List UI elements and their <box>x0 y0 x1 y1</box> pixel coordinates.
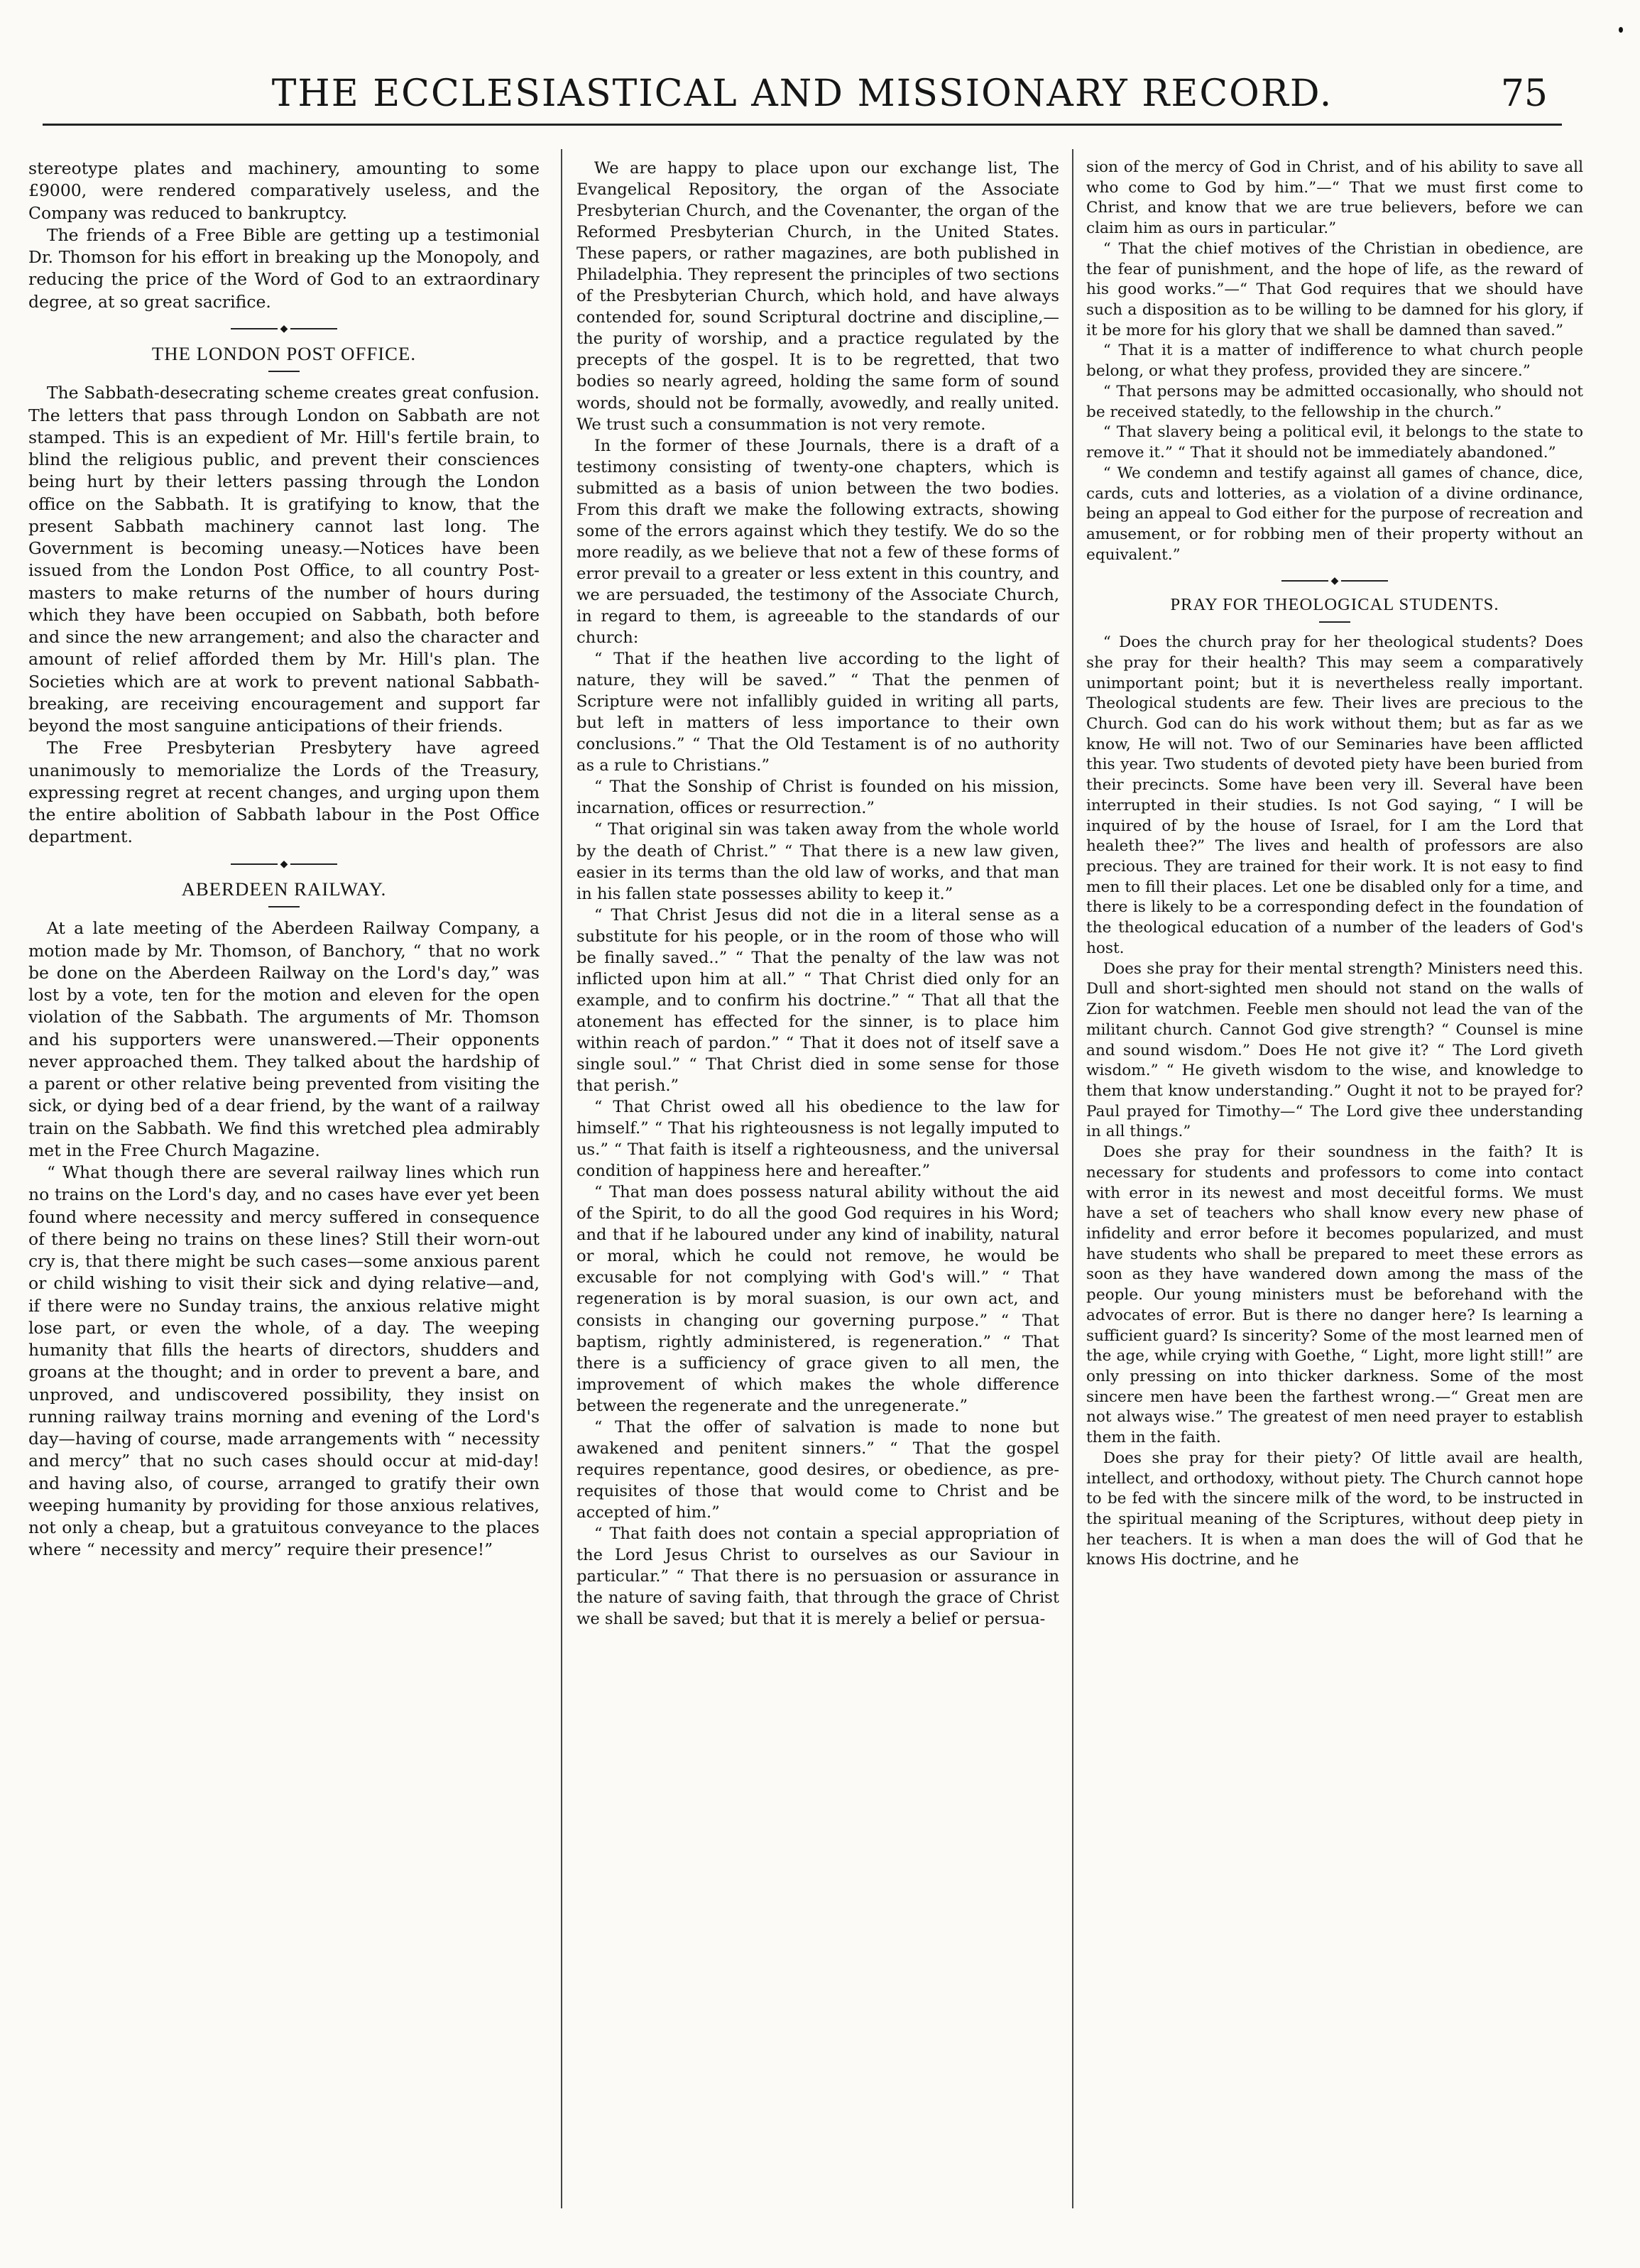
paragraph: “ That the offer of salvation is made to none but awakened and penitent sinners.” “ That the gospel requires repentance, good desires, or obedience, as pre-requisites of those that would come to Christ and be accepted of him.” <box>576 1417 1059 1522</box>
section-ornament: ◆ <box>1281 575 1388 587</box>
paragraph: “ That the chief motives of the Christian in obedience, are the fear of punishment, and the hope of life, as the reward of his good works.”—“ That God requires that we should have such a disposition as to be willing to be damned for his glory, if it be more for his glory that we shall be damned than saved.” <box>1086 239 1583 339</box>
paragraph: “ That man does possess natural ability without the aid of the Spirit, to do all the good God requires in his Word; and that if he laboured under any kind of inability, natural or moral, which he could not remove, he would be excusable for not complying with God's will.” “ That regeneration is by moral suasion, is our own act, and consists in changing our governing purpose.” “ That baptism, rightly administered, is regeneration.” “ That there is a sufficiency of grace given to all men, the improvement of which makes the whole difference between the regenerate and the unregenerate.” <box>576 1183 1059 1415</box>
section-ornament: ◆ <box>231 858 337 870</box>
heading-pray-for-theological-students: PRAY FOR THEOLOGICAL STUDENTS. <box>1170 595 1499 615</box>
column-divider-1 <box>561 149 562 2208</box>
heading-aberdeen-railway: ABERDEEN RAILWAY. <box>181 878 387 900</box>
column-3 <box>1086 158 1583 2217</box>
page-number: 75 <box>1500 72 1548 115</box>
column-1 <box>28 158 540 2217</box>
heading-rule <box>1319 621 1350 623</box>
paragraph: The friends of a Free Bible are getting up a testimonial Dr. Thomson for his effort in breaking up the Monopoly, and reducing the price of the Word of God to an extraordinary degree, at so great sacrifice. <box>28 224 540 312</box>
paragraph: “ What though there are several railway lines which run no trains on the Lord's day, and no cases have ever yet been found where necessity and mercy suffered in consequence of there being no trains on these lines? Still their worn-out cry is, that there might be such cases—some anxious parent or child wishing to visit their sick and dying relative—and, if there were no Sunday trains, the anxious relative might lose part, or even the whole, of a day. The weeping humanity that fills the hearts of directors, shudders and groans at the thought; and in order to prevent a bare, and unproved, and undiscovered possibility, they insist on running railway trains morning and evening of the Lord's day—having of course, made arrangements with “ necessity and mercy” that no such cases should occur at mid-day! and having also, of course, arranged to gratify their own weeping humanity by providing for those anxious relatives, not only a cheap, but a gratuitous conveyance to the places where “ necessity and mercy” require their presence!” <box>28 1162 540 1560</box>
paragraph: At a late meeting of the Aberdeen Railway Company, a motion made by Mr. Thomson, of Banchory, “ that no work be done on the Aberdeen Railway on the Lord's day,” was lost by a vote, ten for the motion and eleven for the open violation of the Sabbath. The arguments of Mr. Thomson and his supporters were unanswered.—Their opponents never approached them. They talked about the hardship of a parent or other relative being prevented from visiting the sick, or dying bed of a dear friend, by the want of a railway train on the Sabbath. We find this wretched plea admirably met in the Free Church Magazine. <box>28 918 540 1160</box>
paragraph: In the former of these Journals, there is a draft of a testimony consisting of twenty-one chapters, which is submitted as a basis of union between the two bodies. From this draft we make the following extracts, showing some of the errors against which they testify. We do so the more readily, as we believe that not a few of these forms of error prevail to a greater or less extent in this country, and we are persuaded, the testimony of the Associate Church, in regard to them, is agreeable to the standards of our church: <box>576 436 1059 648</box>
page-header <box>35 71 1569 128</box>
paragraph: “ Does the church pray for her theological students? Does she pray for their health? This may seem a comparatively unimportant point; but it is nevertheless really important. Theological students are few. Their lives are precious to the Church. God can do his work without them; but as far as we know, He will not. Two of our Seminaries have been afflicted this year. Two students of devoted piety have been buried from their precincts. Some have been very ill. Several have been interrupted in their studies. Is not God saying, “ I will be inquired of by the house of Israel, for I am the Lord that healeth thee?” The lives and health of professors are also precious. They are trained for their work. It is not easy to find men to fill their places. Let one be disabled only for a time, and there is likely to be a corresponding defect in the foundation of the theological education of a number of the leaders of God's host. <box>1086 633 1583 957</box>
heading-rule <box>268 371 300 372</box>
paragraph: The Sabbath-desecrating scheme creates great confusion. The letters that pass through London on Sabbath are not stamped. This is an expedient of Mr. Hill's fertile brain, to blind the religious public, and prevent their consciences being hurt by their letters passing through the London office on the Sabbath. It is gratifying to know, that the present Sabbath machinery cannot last long. The Government is becoming uneasy.—Notices have been issued from the London Post Office, to all country Post-masters to make returns of the number of hours during which they have been occupied on Sabbath, both before and since the new arrangement; and also the character and amount of relief afforded them by Mr. Hill's plan. The Societies which are at work to prevent national Sabbath-breaking, are receiving encouragement and support far beyond the most sanguine anticipations of their friends. <box>28 383 540 736</box>
paragraph: Does she pray for their piety? Of little avail are health, intellect, and orthodoxy, without piety. The Church cannot hope to be fed with the sincere milk of the word, to be instructed in the spiritual meaning of the Scriptures, without deep piety in her teachers. It is when a man does the will of God that he knows His doctrine, and he <box>1086 1449 1583 1569</box>
paragraph: stereotype plates and machinery, amounting to some £9000, were rendered comparatively useless, and the Company was reduced to bankruptcy. <box>28 158 540 223</box>
heading-rule <box>268 906 300 907</box>
column-divider-2 <box>1072 149 1073 2208</box>
section-ornament: ◆ <box>231 323 337 334</box>
header-rule <box>43 124 1562 126</box>
heading-london-post-office: THE LONDON POST OFFICE. <box>151 342 417 364</box>
ink-speck <box>1619 27 1623 33</box>
paragraph: We are happy to place upon our exchange list, The Evangelical Repository, the organ of the Associate Presbyterian Church, and the Covenanter, the organ of the Reformed Presbyterian Church, in the United States. These papers, or rather magazines, are both published in Philadelphia. They represent the principles of two sections of the Presbyterian Church, which hold, and have always contended for, sound Scriptural doctrine and discipline,—the purity of worship, and a practice regulated by the precepts of the gospel. It is to be regretted, that two bodies so nearly agreed, holding the same form of sound words, should not be formally, avowedly, and really united. We trust such a consummation is not very remote. <box>576 159 1059 434</box>
paragraph: “ That Christ owed all his obedience to the law for himself.” “ That his righteousness is not legally imputed to us.” “ That faith is itself a righteousness, and the universal condition of happiness here and hereafter.” <box>576 1098 1059 1181</box>
paragraph: “ That slavery being a political evil, it belongs to the state to remove it.” “ That it should not be immediately abandoned.” <box>1086 423 1583 462</box>
paragraph: Does she pray for their soundness in the faith? It is necessary for students and professors to come into contact with error in its newest and most deceitful forms. We must have a set of teachers who shall know every new phase of infidelity and error before it becomes popularized, and must have students who shall be prepared to meet these errors as soon as they have wandered down among the mass of the people. Our young ministers must be beforehand with the advocates of error. But is there no danger here? Is learning a sufficient guard? Is sincerity? Some of the most learned men of the age, while crying with Goethe, “ Light, more light still!” are only pressing on into thicker darkness. Some of the most sincere men have been the farthest wrong.—“ Great men are not always wise.” The greatest of men need prayer to establish them in the faith. <box>1086 1143 1583 1447</box>
paragraph: “ That original sin was taken away from the whole world by the death of Christ.” “ That there is a new law given, easier in its terms than the old law of works, and that man in his fallen state possesses ability to keep it.” <box>576 820 1059 903</box>
running-title: THE ECCLESIASTICAL AND MISSIONARY RECORD. <box>271 72 1333 115</box>
paragraph: Does she pray for their mental strength? Ministers need this. Dull and short-sighted men should not stand on the walls of Zion for watchmen. Feeble men should not lead the van of the militant church. Cannot God give strength? “ Counsel is mine and sound wisdom.” Does He not give it? “ The Lord giveth wisdom.” “ He giveth wisdom to the wise, and knowledge to them that know understanding.” Ought it not to be prayed for? Paul prayed for Timothy—“ The Lord give thee understanding in all things.” <box>1086 959 1583 1141</box>
paragraph: “ That persons may be admitted occasionally, who should not be received statedly, to the fellowship in the church.” <box>1086 382 1583 421</box>
paragraph: The Free Presbyterian Presbytery have agreed unanimously to memorialize the Lords of the Treasury, expressing regret at recent changes, and urging upon them the entire abolition of Sabbath labour in the Post Office department. <box>28 738 540 847</box>
paragraph: “ That faith does not contain a special appropriation of the Lord Jesus Christ to ourselves as our Saviour in particular.” “ That there is no persuasion or assurance in the nature of saving faith, that through the grace of Christ we shall be saved; but that it is merely a belief or persua- <box>576 1525 1059 1629</box>
paragraph: “ That the Sonship of Christ is founded on his mission, incarnation, offices or resurrection.” <box>576 778 1059 818</box>
paragraph: “ We condemn and testify against all games of chance, dice, cards, cuts and lotteries, as a violation of a divine ordinance, being an appeal to God either for the purpose of recreation and amusement, or for robbing men of their property without an equivalent.” <box>1086 464 1583 564</box>
paragraph: “ That it is a matter of indifference to what church people belong, or what they profess, provided they are sincere.” <box>1086 342 1583 381</box>
paragraph: “ That Christ Jesus did not die in a literal sense as a substitute for his people, or in the room of those who will be finally saved..” “ That the penalty of the law was not inflicted upon him at all.” “ That Christ died only for an example, and to confirm his doctrine.” “ That all that the atonement has effected for the sinner, is to place him within reach of pardon.” “ That it does not of itself save a single soul.” “ That Christ died in some sense for those that perish.” <box>576 905 1059 1096</box>
column-2 <box>576 158 1059 2217</box>
paragraph: sion of the mercy of God in Christ, and of his ability to save all who come to God by him.”—“ That we must first come to Christ, and know that we are true believers, before we can claim him as ours in particular.” <box>1086 158 1583 238</box>
paragraph: “ That if the heathen live according to the light of nature, they will be saved.” “ That the penmen of Scripture were not infallibly guided in writing all parts, but left in matters of less importance to their own conclusions.” “ That the Old Testament is of no authority as a rule to Christians.” <box>576 650 1059 775</box>
